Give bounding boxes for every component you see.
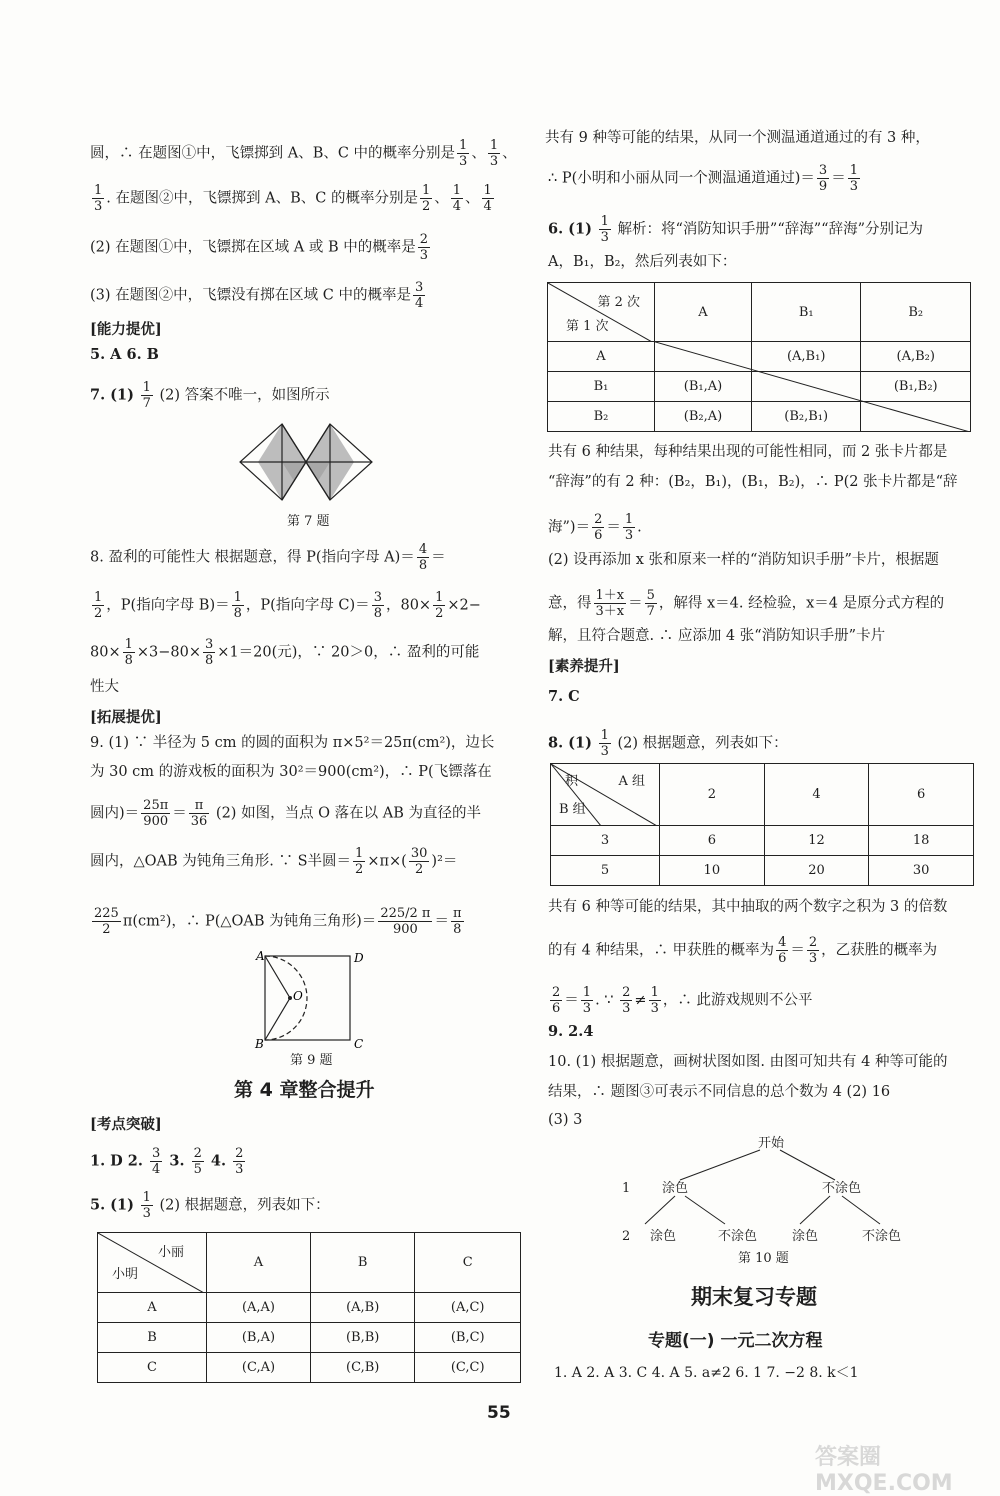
answer-line: 6. (1) $\frac{1}{3}$ 解析：将“消防知识手册”“辞海”“辞海”分别记为 [548,214,923,245]
table-header: A [207,1233,311,1293]
table-header: 6 [869,764,974,826]
table-header: C [415,1233,521,1293]
figure-9 [250,950,370,1050]
label-A: A [256,950,265,963]
text-line: 海”)＝ $\frac{2}{6}$ ＝ $\frac{1}{3}$ . [548,512,642,543]
table-row: C (C,A) (C,B) (C,C) [98,1353,521,1383]
text-line: 的有 4 种结果，∴ 甲获胜的概率为 $\frac{4}{6}$ ＝ $\frac{2}{3}$ ，乙获胜的概率为 [548,935,938,966]
table-row: 3 6 12 18 [551,826,974,856]
tree-leaf: 不涂色 [862,1229,902,1244]
table-row: B₁ (B₁,A) (B₁,B₂) [548,372,971,402]
answer-line: 9. (1) ∵ 半径为 5 cm 的圆的面积为 π×5²＝25π(cm²)，边长 [90,735,495,751]
section-heading: [素养提升] [548,658,620,675]
answer-line: 1. A 2. A 3. C 4. A 5. a≠2 6. 1 7. −2 8. k＜1 [554,1365,859,1381]
table-header: B [310,1233,414,1293]
table-1 [97,1232,521,1383]
answer-line: 5. A 6. B [90,346,159,363]
answer-line: 1. D 2. $\frac{3}{4}$ 3. $\frac{2}{5}$ 4. $\frac{2}{3}$ [90,1146,244,1177]
text-line: 解，且符合题意. ∴ 应添加 4 张“消防知识手册”卡片 [548,628,886,644]
text-line: (2) 在题图①中，飞镖掷在区域 A 或 B 中的概率是 $\frac{2}{3}$ [90,232,428,263]
section-heading: [拓展提优] [90,709,162,726]
tree-node: 涂色 [662,1181,689,1196]
tree-leaf: 涂色 [792,1229,819,1244]
answer-line: 8. (1) $\frac{1}{3}$ (2) 根据题意，列表如下： [548,728,788,759]
table-header-diagonal: 第 2 次 第 1 次 [548,283,655,342]
tree-level-label: 2 [622,1229,631,1244]
figure-caption: 第 9 题 [290,1053,333,1068]
text-line: “辞海”的有 2 种：(B₂，B₁)，(B₁，B₂)，∴ P(2 张卡片都是“辞 [548,474,958,490]
section-heading: [考点突破] [90,1116,162,1133]
answer-line: 8. 盈利的可能性大 根据题意，得 P(指向字母 A)＝ $\frac{4}{8}$ ＝ [90,542,446,573]
text-line: 共有 6 种等可能的结果，其中抽取的两个数字之积为 3 的倍数 [548,899,948,915]
table-row: B (B,A) (B,B) (B,C) [98,1323,521,1353]
watermark: 答案圈 MXQE.COM [815,1445,953,1496]
table-2-diagonal [652,341,970,432]
table-header: 2 [660,764,765,826]
section-heading: [能力提优] [90,321,162,338]
text-line: $\frac{225}{2}$ π(cm²)，∴ P(△OAB 为钝角三角形)＝ $\frac{225/2 \pi}{900}$ ＝ $\frac{\pi}{8}$ [94,906,462,937]
page-number: 55 [487,1403,511,1423]
table-header: 4 [764,764,869,826]
label-D: D [354,951,364,965]
text-line: 80× $\frac{1}{8}$ ×3−80× $\frac{3}{8}$ ×1＝20(元)，∵ 20＞0，∴ 盈利的可能 [90,637,480,668]
answer-line: 5. (1) $\frac{1}{3}$ (2) 根据题意，列表如下： [90,1190,330,1221]
text-line: (3) 在题图②中，飞镖没有掷在区域 C 中的概率是 $\frac{3}{4}$ [90,280,424,311]
text-line: 性大 [90,679,119,695]
table-row: 5 10 20 30 [551,856,974,886]
label-C: C [354,1037,364,1050]
tree-leaf: 涂色 [650,1229,677,1244]
answer-line: 7. (1) $\frac{1}{7}$ (2) 答案不唯一，如图所示 [90,380,330,411]
answer-line: 9. 2.4 [548,1023,594,1040]
text-line: 为 30 cm 的游戏板的面积为 30²＝900(cm²)，∴ P(飞镖落在 [90,764,492,780]
table-header: B₁ [751,283,861,342]
answer-line: 7. C [548,688,580,705]
table-row: B₂ (B₂,A) (B₂,B₁) [548,402,971,432]
table-row: A (A,B₁) (A,B₂) [548,342,971,372]
text-line: $\frac{1}{2}$ ，P(指向字母 B)＝ $\frac{1}{8}$ ，P(指向字母 C)＝ $\frac{3}{8}$ ，80× $\frac{1}{2}$ ×2− [94,590,481,621]
figure-caption: 第 10 题 [738,1251,789,1266]
tree-leaf: 不涂色 [718,1229,758,1244]
text-line: ∴ P(小明和小丽从同一个测温通道通过)＝ $\frac{3}{9}$ ＝ $\frac{1}{3}$ [548,163,858,194]
text-line: 圆内，△OAB 为钝角三角形. ∵ S半圆＝ $\frac{1}{2}$ ×π×( $\frac{30}{2}$ )²＝ [90,846,458,877]
table-row: A (A,A) (A,B) (A,C) [98,1293,521,1323]
text-line: A，B₁，B₂，然后列表如下： [548,254,737,270]
text-line: $\frac{1}{3}$ . 在题图②中，飞镖掷到 A、B、C 的概率分别是 $\frac{1}{2}$ 、 $\frac{1}{4}$ 、 $\frac{1}{4}$ [94,183,492,214]
text-line: 结果，∴ 题图③可表示不同信息的总个数为 4 (2) 16 [548,1084,891,1100]
table-3 [550,763,974,886]
table-header-diagonal: 小丽 小明 [98,1233,207,1293]
subsection-title: 专题(一) 一元二次方程 [648,1331,823,1351]
tree-node: 不涂色 [822,1181,862,1196]
figure-10-tree [610,1132,930,1252]
figure-caption: 第 7 题 [287,514,330,529]
text-line: 意，得 $\frac{1+x}{3+x}$ ＝ $\frac{5}{7}$ ，解得 x＝4. 经检验，x＝4 是原分式方程的 [548,588,945,619]
text-line: (2) 设再添加 x 张和原来一样的“消防知识手册”卡片，根据题 [548,552,939,568]
text-line: 共有 6 种结果，每种结果出现的可能性相同，而 2 张卡片都是 [548,444,948,460]
tree-root: 开始 [758,1136,785,1151]
section-title: 期末复习专题 [691,1285,817,1309]
text-line: 共有 9 种等可能的结果，从同一个测温通道通过的有 3 种， [545,130,930,146]
answer-line: 10. (1) 根据题意，画树状图如图. 由图可知共有 4 种等可能的 [548,1054,948,1070]
chapter-title: 第 4 章整合提升 [234,1079,375,1101]
text-line: (3) 3 [548,1112,583,1128]
table-header: A [655,283,752,342]
figure-7 [236,420,376,510]
text-line: $\frac{2}{6}$ ＝ $\frac{1}{3}$ . ∵ $\frac{2}{3}$ ≠ $\frac{1}{3}$ ，∴ 此游戏规则不公平 [552,985,813,1016]
text-line: 圆内)＝ $\frac{25\pi}{900}$ ＝ $\frac{\pi}{36}$ (2) 如图，当点 O 落在以 AB 为直径的半 [90,798,482,829]
label-B: B [255,1037,264,1050]
text-line: 圆，∴ 在题图①中，飞镖掷到 A、B、C 中的概率分别是 $\frac{1}{3}$ 、 $\frac{1}{3}$ 、 [90,138,517,169]
table-header: B₂ [861,283,971,342]
tree-level-label: 1 [622,1181,631,1196]
label-O: O [293,989,303,1003]
table-header-diagonal: 积 A 组 B 组 [551,764,660,826]
